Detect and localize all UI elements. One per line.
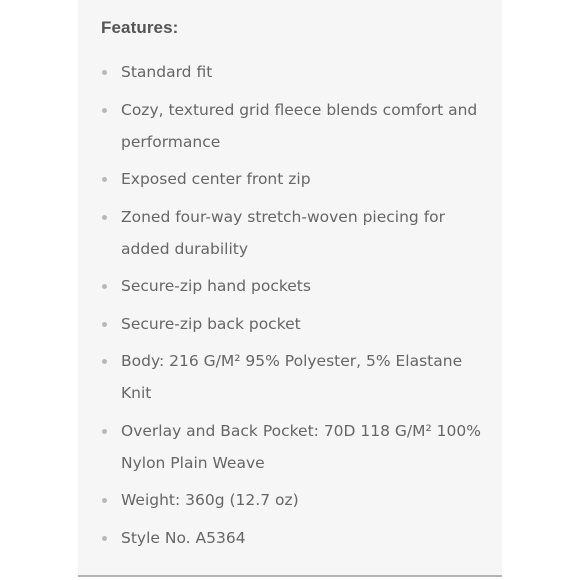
feature-text: Weight: 360g (12.7 oz) bbox=[121, 491, 299, 509]
feature-text: Standard fit bbox=[121, 63, 213, 81]
feature-text: Secure-zip hand pockets bbox=[121, 277, 311, 295]
bullet-dot-icon bbox=[102, 359, 107, 364]
feature-item bbox=[78, 94, 502, 158]
feature-item bbox=[78, 270, 502, 302]
feature-text: Body: 216 G/M² 95% Polyester, 5% Elastane Knit bbox=[121, 352, 463, 402]
feature-item bbox=[78, 484, 502, 516]
feature-item bbox=[78, 201, 502, 265]
feature-item bbox=[78, 163, 502, 195]
bullet-dot-icon bbox=[102, 177, 107, 182]
feature-item bbox=[78, 345, 502, 409]
feature-text: Cozy, textured grid fleece blends comfort and performance bbox=[121, 100, 478, 151]
features-heading: Features: bbox=[101, 18, 179, 37]
bullet-dot-icon bbox=[102, 284, 107, 289]
feature-item bbox=[78, 308, 502, 340]
feature-text: Overlay and Back Pocket: 70D 118 G/M² 100% Nylon Plain Weave bbox=[121, 421, 481, 472]
feature-text: Style No. A5364 bbox=[121, 528, 246, 547]
feature-text: Zoned four-way stretch-woven piecing for added durability bbox=[121, 207, 446, 258]
feature-item bbox=[78, 522, 502, 554]
bullet-dot-icon bbox=[102, 536, 107, 541]
feature-text: Secure-zip back pocket bbox=[121, 314, 301, 333]
bullet-dot-icon bbox=[102, 498, 107, 503]
bullet-dot-icon bbox=[102, 70, 107, 75]
bullet-dot-icon bbox=[102, 215, 107, 220]
feature-item bbox=[78, 415, 502, 479]
bullet-dot-icon bbox=[102, 429, 107, 434]
feature-item bbox=[78, 56, 502, 88]
features-list bbox=[78, 56, 502, 559]
feature-text: Exposed center front zip bbox=[121, 170, 311, 188]
product-features-panel bbox=[78, 0, 502, 577]
bullet-dot-icon bbox=[102, 322, 107, 327]
bullet-dot-icon bbox=[102, 108, 107, 113]
